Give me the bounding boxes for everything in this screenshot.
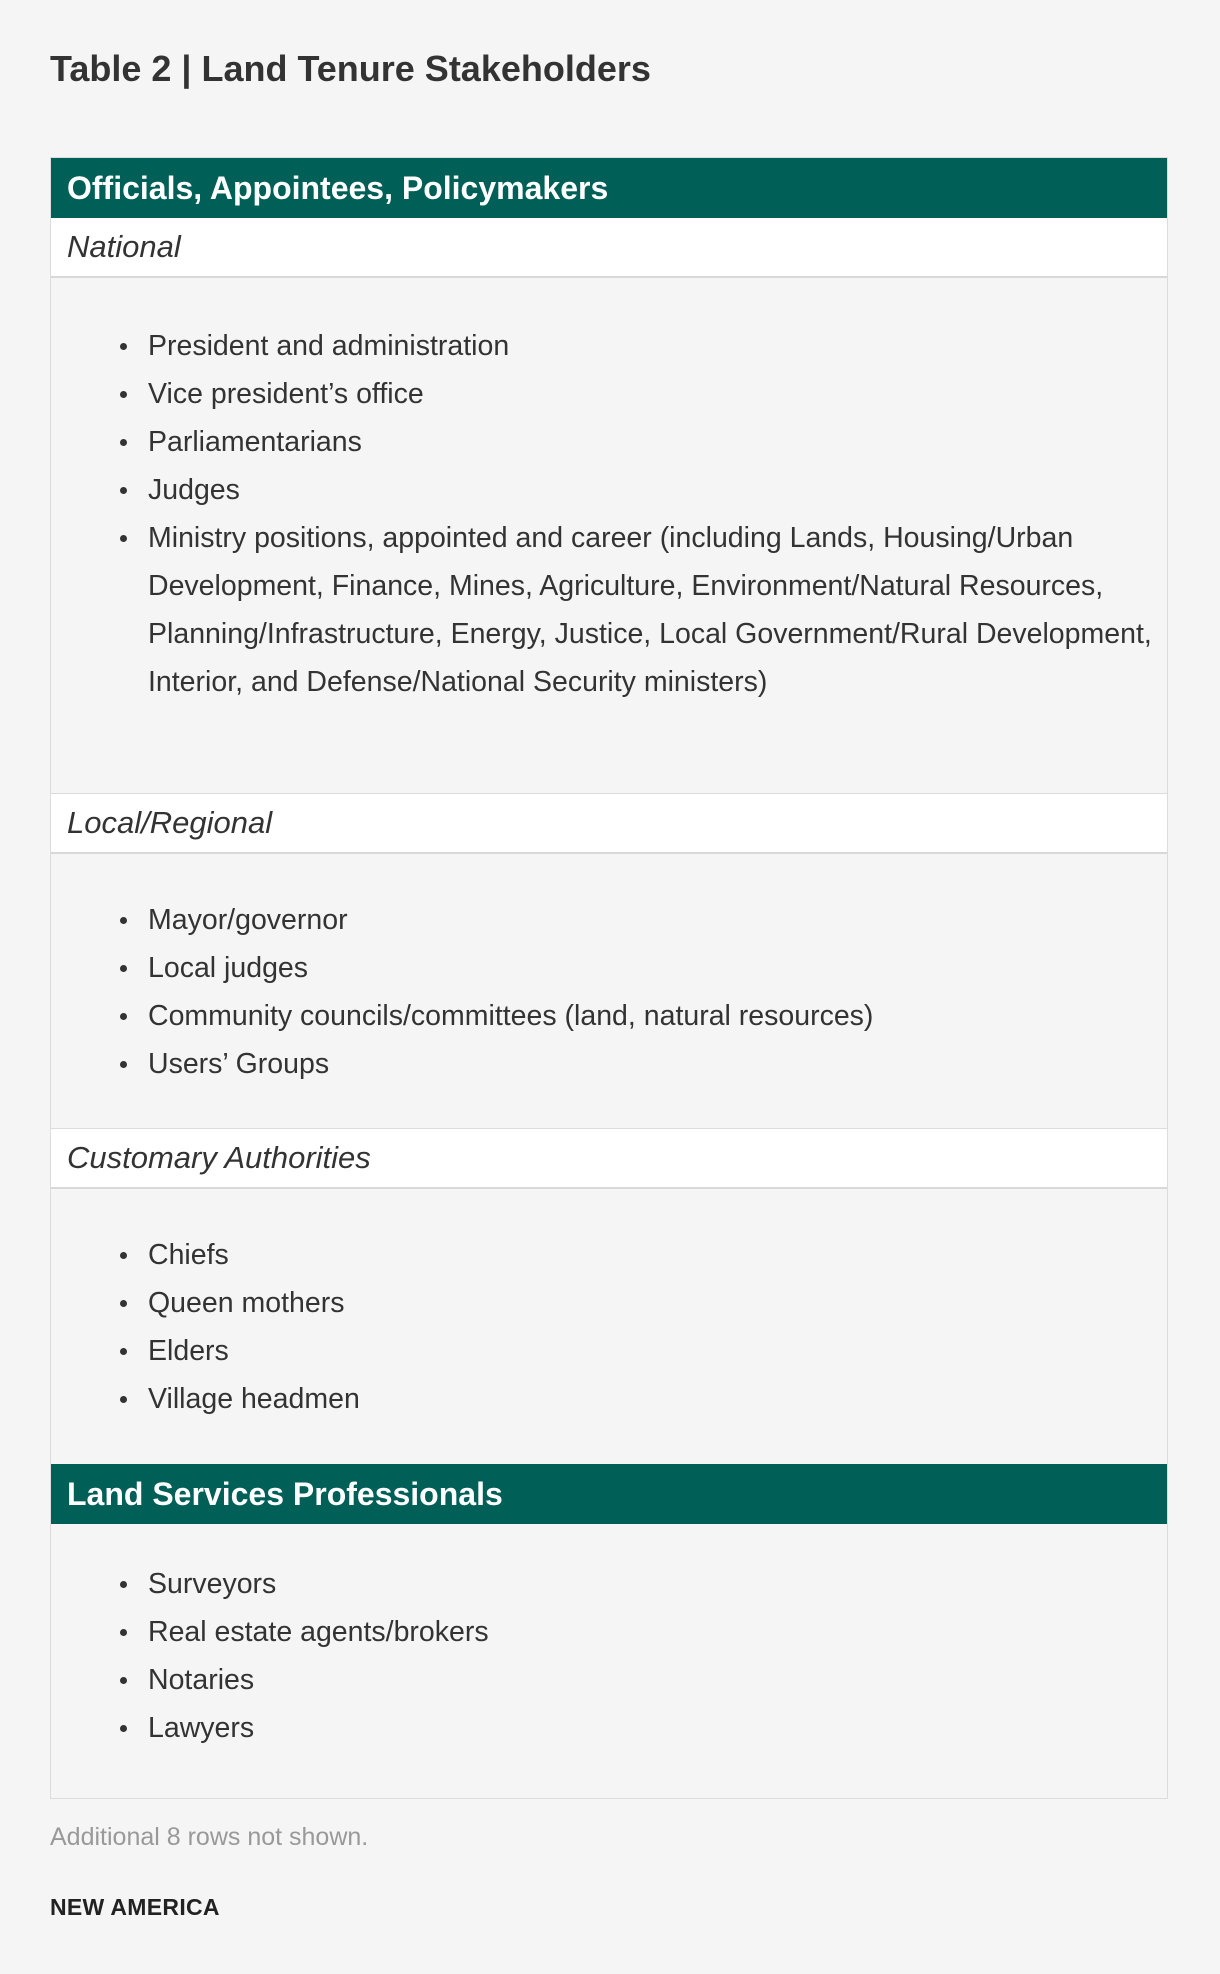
- subheader-local-regional: Local/Regional: [51, 793, 1167, 854]
- cell-customary-authorities: [51, 1189, 1167, 1464]
- list-item: Real estate agents/brokers: [148, 1608, 1167, 1656]
- table-title: Table 2 | Land Tenure Stakeholders: [50, 48, 651, 89]
- list-item: Queen mothers: [148, 1279, 1167, 1327]
- subheader-customary-authorities: Customary Authorities: [51, 1128, 1167, 1189]
- list-item: President and administration: [148, 322, 1167, 370]
- list-item: Local judges: [148, 944, 1167, 992]
- list-item: Vice president’s office: [148, 370, 1167, 418]
- section-header-professionals: Land Services Professionals: [51, 1464, 1167, 1524]
- cell-national: [51, 278, 1167, 793]
- cell-land-services-professionals: [51, 1524, 1167, 1798]
- list-item: Ministry positions, appointed and career (including Lands, Housing/Urban Development, Finance, Mines, Agriculture, Environment/Natural Resources, Planning/Infrastructure, Energy, Justice, Local Government/Rural Development, Interior, and Defense/National Security ministers): [148, 514, 1167, 706]
- list-item: Mayor/governor: [148, 896, 1167, 944]
- list-item: Village headmen: [148, 1375, 1167, 1423]
- list-item: Parliamentarians: [148, 418, 1167, 466]
- list-item: Elders: [148, 1327, 1167, 1375]
- list-item: Chiefs: [148, 1231, 1167, 1279]
- subheader-national: National: [51, 218, 1167, 278]
- list-item: Notaries: [148, 1656, 1167, 1704]
- list-item: Judges: [148, 466, 1167, 514]
- list-item: Surveyors: [148, 1560, 1167, 1608]
- cell-local-regional: [51, 854, 1167, 1128]
- list-item: Lawyers: [148, 1704, 1167, 1752]
- list-item: Users’ Groups: [148, 1040, 1167, 1088]
- list-national: [51, 322, 1167, 706]
- list-item: Community councils/committees (land, natural resources): [148, 992, 1167, 1040]
- section-header-officials: Officials, Appointees, Policymakers: [51, 158, 1167, 218]
- stakeholders-table: [50, 157, 1168, 1799]
- brand-logo-text: NEW AMERICA: [50, 1894, 220, 1920]
- list-customary-authorities: [51, 1231, 1167, 1423]
- list-land-services-professionals: [51, 1560, 1167, 1752]
- list-local-regional: [51, 896, 1167, 1088]
- rows-not-shown-note: Additional 8 rows not shown.: [50, 1823, 369, 1851]
